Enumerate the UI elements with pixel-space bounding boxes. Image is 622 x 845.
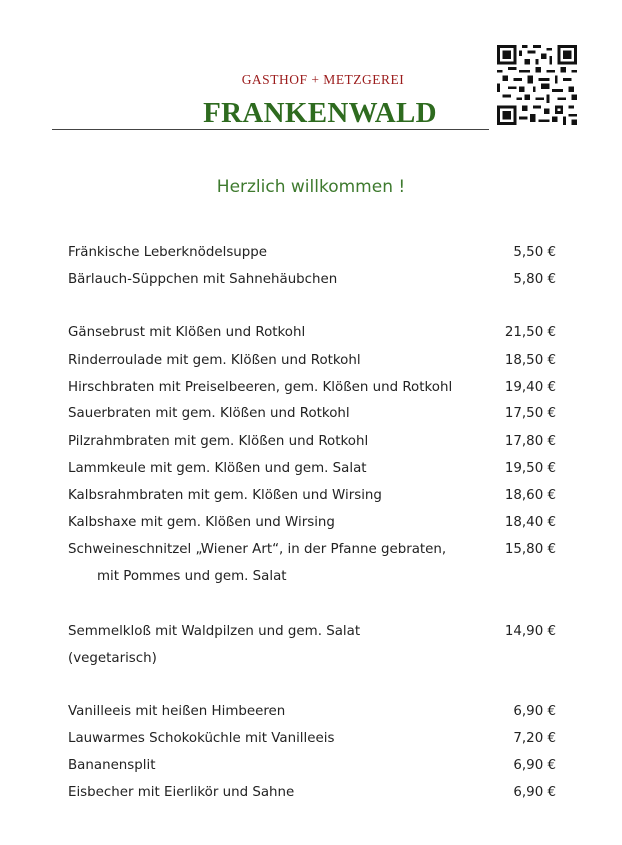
menu-item — [68, 758, 556, 778]
subtitle: GASTHOF + METZGEREI — [241, 72, 405, 87]
menu-item-price: 19,50 € — [504, 461, 556, 476]
menu-item-name: Eisbecher mit Eierlikör und Sahne — [68, 785, 295, 800]
menu-item-continuation: mit Pommes und gem. Salat — [97, 569, 287, 584]
menu-item-price: 18,40 € — [504, 515, 556, 530]
menu-item-name: Kalbshaxe mit gem. Klößen und Wirsing — [68, 515, 335, 530]
header-rule — [52, 129, 489, 130]
menu-item-price: 17,80 € — [504, 434, 556, 449]
menu-item — [68, 353, 556, 373]
menu-item — [68, 542, 556, 562]
menu-item — [68, 272, 556, 292]
menu-item — [68, 515, 556, 535]
menu-item-name: Pilzrahmbraten mit gem. Klößen und Rotkohl — [68, 434, 369, 449]
menu-item-name: Hirschbraten mit Preiselbeeren, gem. Klößen und Rotkohl — [68, 380, 453, 395]
menu-item — [68, 785, 556, 805]
menu-item-price: 7,20 € — [513, 731, 556, 746]
menu-item-name: Vanilleeis mit heißen Himbeeren — [68, 704, 286, 719]
menu-item-price: 19,40 € — [504, 380, 556, 395]
menu-item-price: 6,90 € — [513, 785, 556, 800]
menu-item-name: Schweineschnitzel „Wiener Art“, in der Pfanne gebraten, — [68, 542, 447, 557]
menu-item-name: Rinderroulade mit gem. Klößen und Rotkohl — [68, 353, 361, 368]
qr-code-icon — [497, 45, 577, 125]
menu-item-price: 21,50 € — [504, 325, 556, 340]
menu-item — [68, 704, 556, 724]
brand-title: FRANKENWALD — [203, 97, 437, 129]
menu-item-continuation: (vegetarisch) — [68, 651, 157, 666]
menu-item — [68, 461, 556, 481]
menu-item — [68, 488, 556, 508]
menu-item-price: 17,50 € — [504, 406, 556, 421]
menu-item — [68, 434, 556, 454]
menu-item-name: Bärlauch-Süppchen mit Sahnehäubchen — [68, 272, 338, 287]
menu-item — [68, 380, 556, 400]
menu-item-name: Fränkische Leberknödelsuppe — [68, 245, 268, 260]
menu-item-price: 5,50 € — [513, 245, 556, 260]
menu-item-price: 14,90 € — [504, 624, 556, 639]
menu-item-name: Semmelkloß mit Waldpilzen und gem. Salat — [68, 624, 361, 639]
menu-item-name: Kalbsrahmbraten mit gem. Klößen und Wirsing — [68, 488, 382, 503]
menu-item-name: Gänsebrust mit Klößen und Rotkohl — [68, 325, 306, 340]
menu-item — [68, 624, 556, 644]
menu-item-price: 6,90 € — [513, 704, 556, 719]
menu-item — [68, 245, 556, 265]
menu-item-name: Bananensplit — [68, 758, 156, 773]
menu-item-name: Lammkeule mit gem. Klößen und gem. Salat — [68, 461, 367, 476]
welcome-heading: Herzlich willkommen ! — [216, 177, 406, 197]
menu-item-price: 6,90 € — [513, 758, 556, 773]
menu-item-price: 15,80 € — [504, 542, 556, 557]
menu-item-name: Lauwarmes Schokoküchle mit Vanilleeis — [68, 731, 335, 746]
menu-item — [68, 325, 556, 345]
menu-item-name: Sauerbraten mit gem. Klößen und Rotkohl — [68, 406, 350, 421]
menu-item — [68, 731, 556, 751]
menu-item-price: 18,60 € — [504, 488, 556, 503]
menu-item-price: 5,80 € — [513, 272, 556, 287]
menu-item-price: 18,50 € — [504, 353, 556, 368]
menu-item — [68, 406, 556, 426]
